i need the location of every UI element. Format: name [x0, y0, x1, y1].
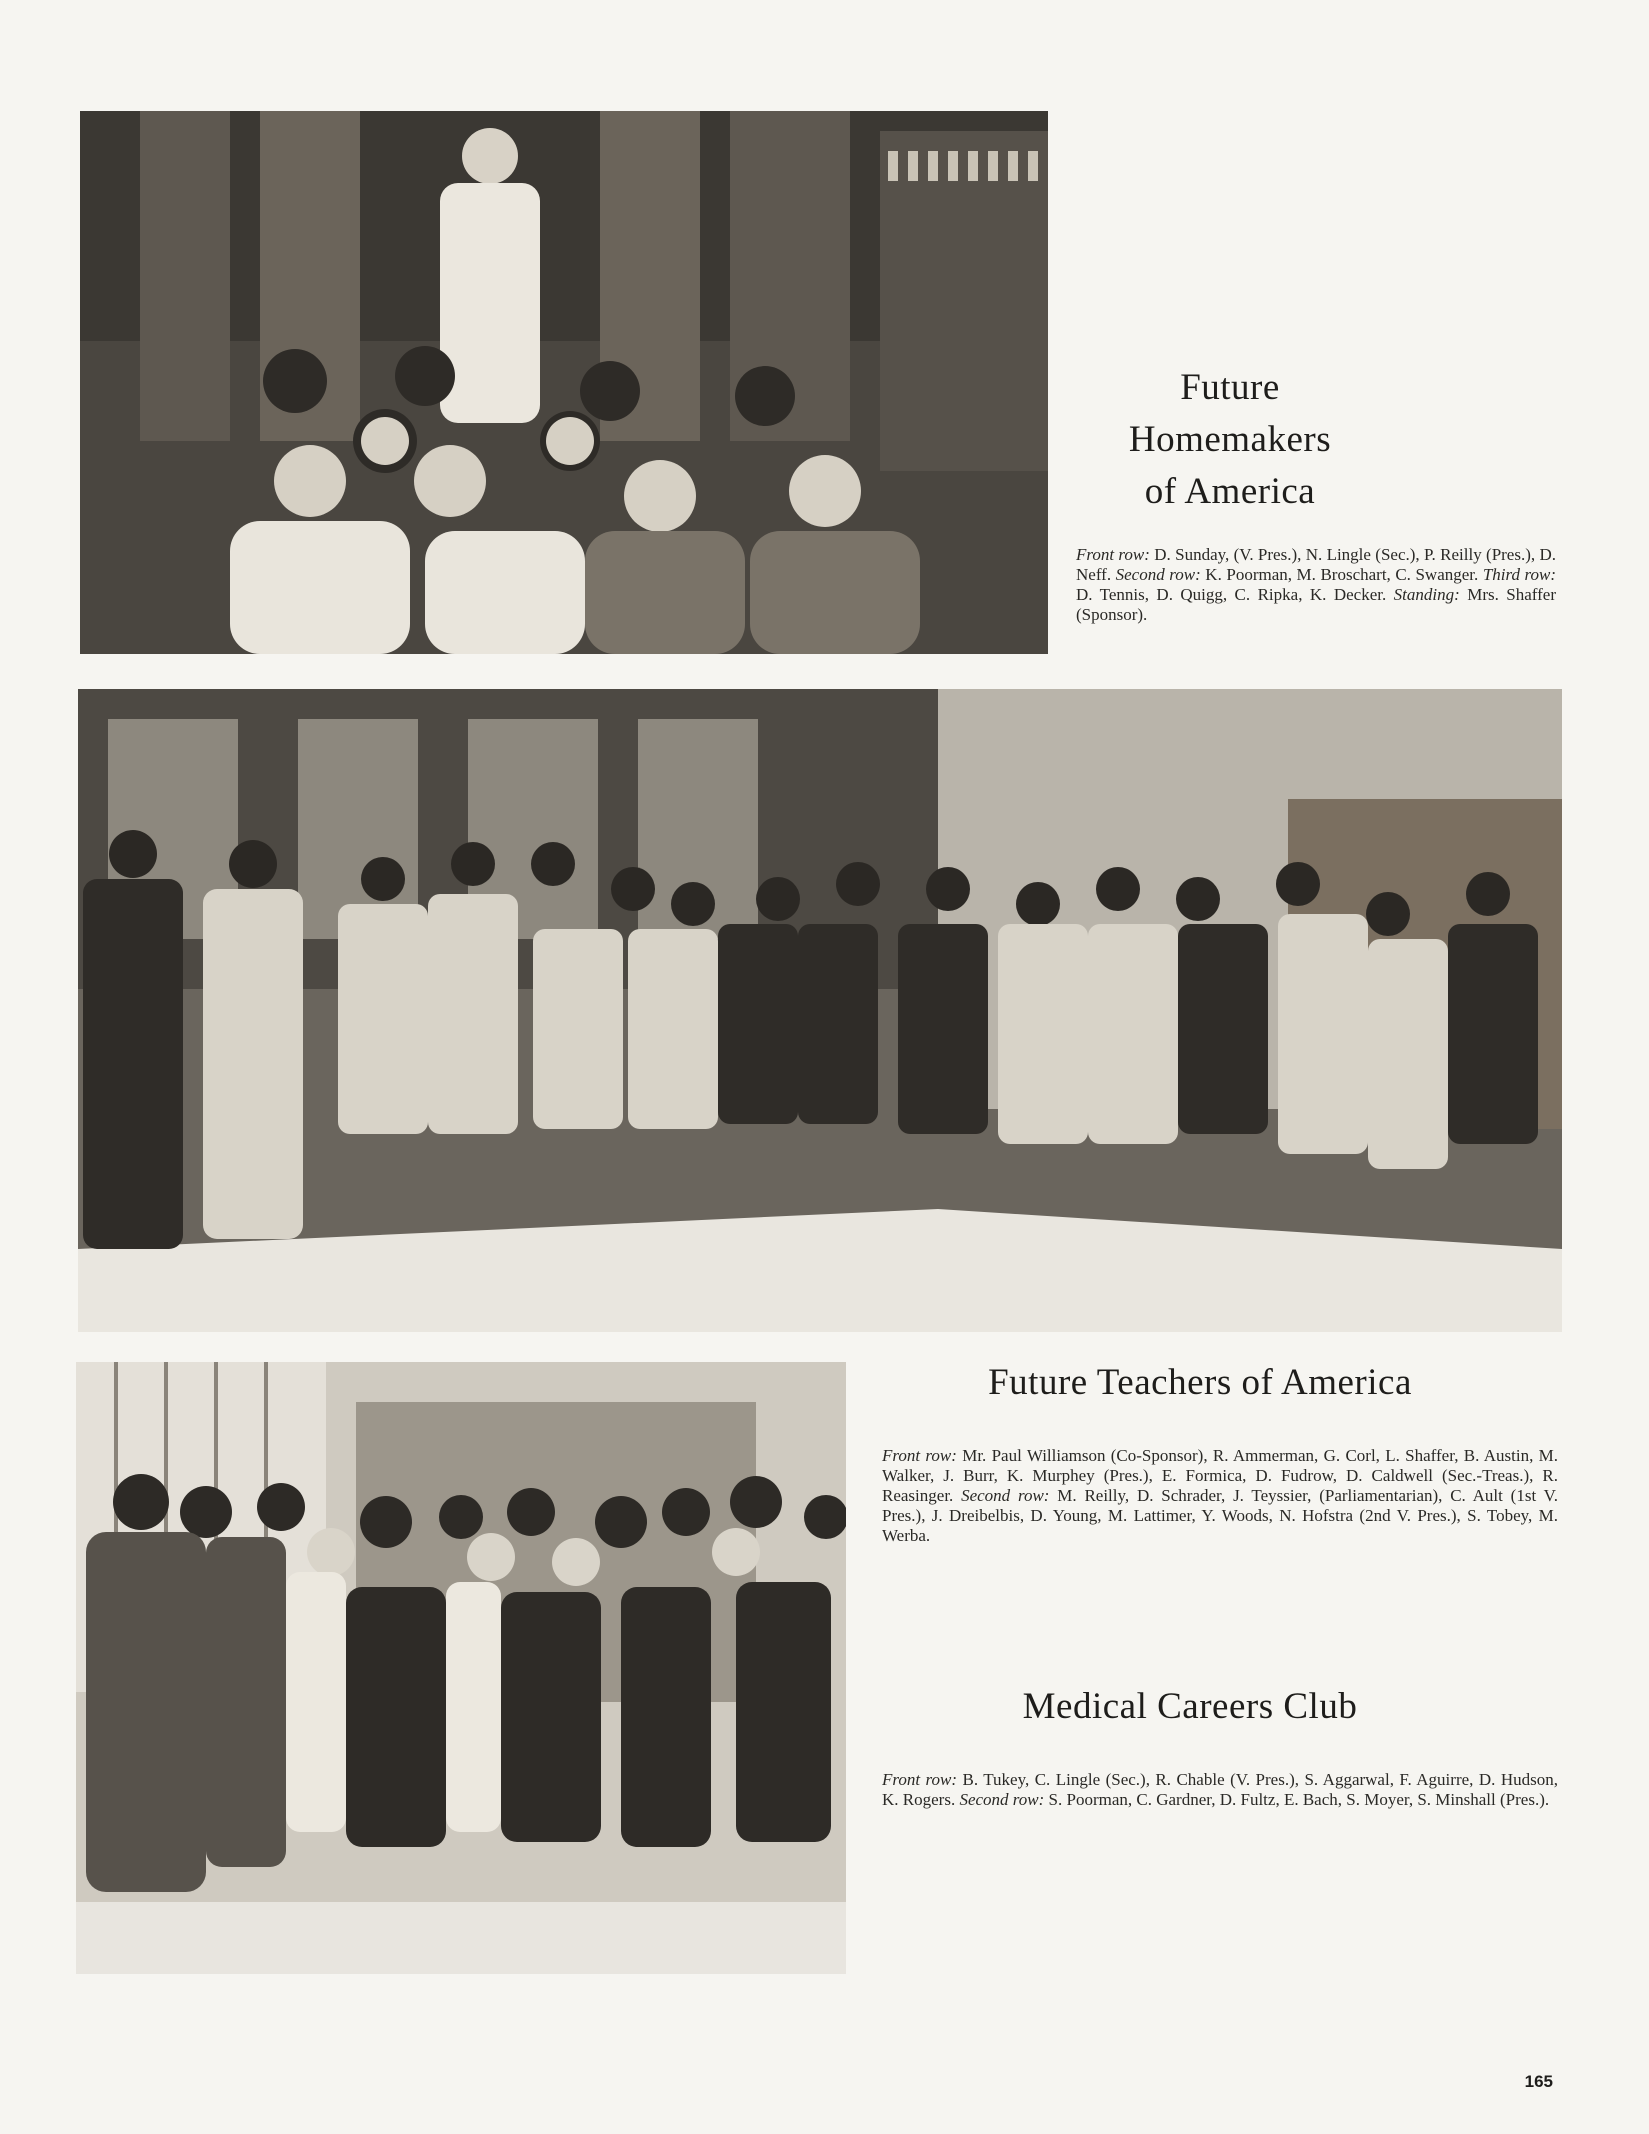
mcc-caption-text: S. Poorman, C. Gardner, D. Fultz, E. Bach, S. Moyer, S. Minshall (Pres.). — [1044, 1790, 1550, 1809]
fha-caption-label: Front row: — [1076, 545, 1150, 564]
mcc-group-photo — [76, 1362, 846, 1974]
fha-caption-text: K. Poorman, M. Broschart, C. Swanger. — [1200, 565, 1483, 584]
fta-group-photo — [78, 689, 1562, 1332]
fha-caption — [1076, 545, 1556, 625]
fha-title-line-1: Future — [1180, 367, 1280, 408]
fha-group-photo — [80, 111, 1048, 654]
fha-caption-text: D. Tennis, D. Quigg, C. Ripka, K. Decker. — [1076, 585, 1394, 604]
mcc-caption-label: Second row: — [959, 1790, 1045, 1809]
fha-title-line-3: of America — [1144, 471, 1316, 512]
fha-photo-illustration — [80, 111, 1048, 654]
fha-caption-label: Third row: — [1482, 565, 1557, 584]
fta-caption — [882, 1446, 1558, 1546]
fta-caption-text: Mr. Paul Williamson (Co-Sponsor), R. Ammerman, G. Corl, L. Shaffer, B. Austin, M. Walker, J. Burr, K. Murphey (Pres.), E. Formica, D. Fudrow, D. Caldwell (Sec.-Treas.), R. Reasinger. — [882, 1446, 1558, 1505]
fta-title: Future Teachers of America — [988, 1362, 1412, 1403]
mcc-caption-label: Front row: — [882, 1770, 958, 1789]
page-number: 165 — [1524, 2072, 1553, 2091]
fta-caption-label: Front row: — [882, 1446, 957, 1465]
fha-caption-label: Second row: — [1115, 565, 1201, 584]
fha-caption-label: Standing: — [1393, 585, 1460, 604]
mcc-caption-text: B. Tukey, C. Lingle (Sec.), R. Chable (V. Pres.), S. Aggarwal, F. Aguirre, D. Hudson, K. Rogers. — [882, 1770, 1558, 1809]
mcc-title: Medical Careers Club — [1022, 1686, 1358, 1727]
fha-title — [1080, 362, 1380, 518]
fha-caption-text: D. Sunday, (V. Pres.), N. Lingle (Sec.), P. Reilly (Pres.), D. Neff. — [1076, 545, 1556, 584]
mcc-caption — [882, 1770, 1558, 1810]
fha-caption-text: Mrs. Shaffer (Sponsor). — [1076, 585, 1556, 624]
fta-photo-illustration — [78, 689, 1562, 1332]
mcc-photo-illustration — [76, 1362, 846, 1974]
fha-title-line-2: Homemakers — [1128, 419, 1332, 460]
fta-caption-label: Second row: — [961, 1486, 1050, 1505]
fta-caption-text: M. Reilly, D. Schrader, J. Teyssier, (Parliamentarian), C. Ault (1st V. Pres.), J. Dreibelbis, D. Young, M. Lattimer, Y. Woods, N. Hofstra (2nd V. Pres.), S. Tobey, M. Werba. — [882, 1486, 1559, 1545]
